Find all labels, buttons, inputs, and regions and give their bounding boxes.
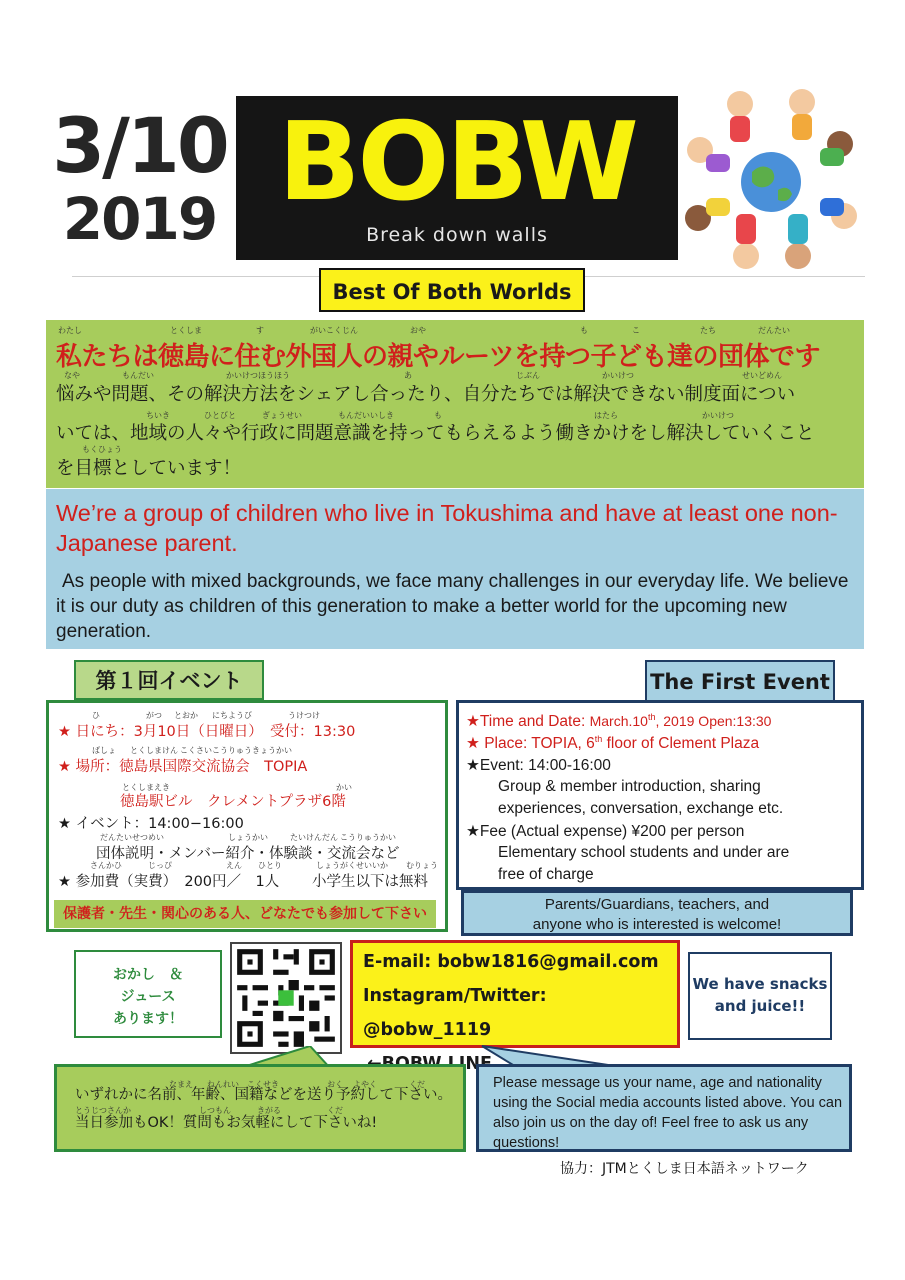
snacks-jp-line: おかし ＆: [113, 967, 183, 983]
ruby-text: ひ: [92, 711, 100, 720]
ruby-text: とおか: [174, 711, 198, 720]
event-en-date: [466, 712, 771, 731]
ruby-text: よやく: [353, 1080, 377, 1089]
message-jp-line: いずれかに名前、年齢、国籍などを送り予約して下さい。: [75, 1087, 452, 1103]
best-of-both-worlds-label: Best Of Both Worlds: [319, 268, 585, 312]
snacks-jp-line: ジュース: [120, 989, 176, 1005]
event-en-time: ★Event: 14:00-16:00: [466, 757, 611, 774]
event-en-description: experiences, conversation, exchange etc.: [498, 800, 784, 817]
ruby-text: しつもん: [199, 1106, 231, 1115]
ruby-text: さんかひ: [90, 861, 122, 870]
ruby-text: にちようび: [212, 711, 252, 720]
ruby-text: うけつけ: [288, 711, 320, 720]
ruby-text: とうじつさんか: [75, 1106, 131, 1115]
event-en-fee-note: free of charge: [498, 866, 594, 883]
event-jp-fee-note: 小学生以下は無料: [312, 874, 428, 890]
event-en-banner-line: anyone who is interested is welcome!: [532, 916, 782, 933]
ruby-text: むりょう: [406, 861, 438, 870]
snacks-jp-note: [74, 950, 222, 1038]
line-label: LINE: [447, 1054, 492, 1074]
ruby-text: ひとり: [258, 861, 282, 870]
ruby-text: がいこくじん: [310, 326, 358, 335]
ruby-text: がつ: [146, 711, 162, 720]
ruby-text: かいけつ: [702, 411, 734, 420]
logo-text: BOBW: [278, 100, 636, 225]
event-jp-place-detail: 徳島駅ビル クレメントプラザ6階: [120, 794, 346, 810]
ruby-text: たいけんだん: [290, 833, 338, 842]
intro-en-body: As people with mixed backgrounds, we face many challenges in our everyday life. We believe it is our duty as children of this generation to make a better world for the upcoming new generation.: [56, 571, 849, 642]
event-en-fee: ★Fee (Actual expense) ¥200 per person: [466, 823, 745, 840]
children-globe-illustration: [680, 86, 862, 272]
ruby-text: なまえ: [169, 1080, 193, 1089]
ruby-text: おや: [410, 326, 426, 335]
ruby-text: ばしょ: [92, 746, 116, 755]
event-en-description: Group & member introduction, sharing: [498, 778, 761, 795]
snacks-jp-line: あります！: [113, 1011, 183, 1027]
event-jp-fee: ★ 参加費（実費） 200円／ 1人: [58, 874, 280, 890]
ruby-text: ちいき: [146, 411, 170, 420]
event-jp-description: 団体説明・メンバー紹介・体験談・交流会など: [96, 846, 400, 862]
message-jp-box: [54, 1064, 466, 1152]
ruby-text: じっぴ: [148, 861, 172, 870]
event-en-date-rest: , 2019 Open:13:30: [655, 713, 772, 730]
ruby-text: もんだいいしき: [338, 411, 394, 420]
event-date: [52, 101, 227, 253]
ruby-text: なや: [64, 371, 80, 380]
event-en-tab: The First Event: [645, 660, 835, 702]
ruby-text: わたし: [58, 326, 82, 335]
ruby-text: もくひょう: [82, 445, 122, 454]
snacks-en-note: [688, 952, 832, 1040]
ruby-text: こ: [632, 326, 640, 335]
line-qr-code[interactable]: [230, 942, 342, 1054]
ruby-text: ねんれい: [207, 1080, 239, 1089]
intro-jp-body: [56, 378, 856, 485]
event-en-date-sup: th: [647, 712, 656, 722]
ruby-text: くだ: [409, 1080, 425, 1089]
event-en-date-label: ★Time and Date:: [466, 713, 586, 731]
event-jp-banner: 保護者・先生・関心のある人、どなたでも参加して下さい: [54, 900, 436, 928]
event-jp-tab: 第１回イベント: [74, 660, 264, 700]
ruby-text: かいけつほうほう: [226, 371, 290, 380]
ruby-text: こくせき: [247, 1080, 279, 1089]
social-handle[interactable]: Instagram/Twitter: @bobw_1119: [363, 986, 547, 1040]
ruby-text: えん: [226, 861, 242, 870]
ruby-text: しょうがくせいいか: [316, 861, 388, 870]
ruby-text: も: [434, 411, 442, 420]
qr-code-icon: [232, 944, 340, 1052]
ruby-text: かいけつ: [602, 371, 634, 380]
ruby-text: あ: [404, 371, 412, 380]
ruby-text: だんたい: [758, 326, 790, 335]
intro-jp-line: を目標としています！: [56, 458, 242, 479]
bobw-logo: [236, 96, 678, 260]
event-en-place-label: ★ Place: TOPIA, 6: [466, 735, 595, 753]
ruby-text: じぶん: [516, 371, 540, 380]
event-jp-time: ★ イベント：14:00−16:00: [58, 816, 244, 832]
event-en-place: [466, 734, 759, 753]
ruby-text: とくしまえき: [122, 783, 170, 792]
event-en-place-sup: th: [594, 734, 603, 744]
ruby-text: とくしま: [170, 326, 202, 335]
snacks-en-line: and juice!!: [714, 997, 806, 1015]
message-jp-line: 当日参加もOK！質問もお気軽にして下さいね!: [75, 1115, 378, 1131]
logo-tagline: Break down walls: [366, 224, 548, 246]
ruby-text: しょうかい: [228, 833, 268, 842]
intro-jp-line: 悩みや問題、その解決方法をシェアし合ったり、自分たちでは解決できない制度面につい: [56, 384, 796, 405]
ruby-text: だんたいせつめい: [100, 833, 164, 842]
date-month-day: 3/10: [52, 101, 227, 190]
ruby-text: も: [580, 326, 588, 335]
intro-jp-title: 私たちは徳島に住む外国人の親やルーツを持つ子ども達の団体です: [56, 342, 820, 372]
ruby-text: はたら: [594, 411, 618, 420]
ruby-text: かい: [336, 783, 352, 792]
ruby-text: くだ: [327, 1106, 343, 1115]
event-en-fee-note: Elementary school students and under are: [498, 844, 790, 861]
ruby-text: おく: [327, 1080, 343, 1089]
snacks-en-line: We have snacks: [692, 975, 828, 993]
ruby-text: す: [256, 326, 264, 335]
event-en-banner-line: Parents/Guardians, teachers, and: [544, 896, 770, 913]
intro-jp-line: いては、地域の人々や行政に問題意識を持ってもらえるよう働きかけをし解決していくこと: [56, 423, 815, 444]
ruby-text: せいどめん: [742, 371, 782, 380]
email-address[interactable]: E-mail: bobw1816@gmail.com: [363, 952, 659, 972]
event-en-place-rest: floor of Clement Plaza: [602, 735, 760, 753]
ruby-text: ぎょうせい: [262, 411, 302, 420]
ruby-text: こうりゅうかい: [340, 833, 396, 842]
event-jp-place: ★ 場所：徳島県国際交流協会 TOPIA: [58, 759, 308, 775]
event-jp-date: ★ 日にち：3月10日（日曜日） 受付：13:30: [58, 724, 356, 740]
ruby-text: こくさいこうりゅうきょうかい: [180, 746, 292, 755]
ruby-text: もんだい: [122, 371, 154, 380]
event-en-banner: [461, 890, 853, 936]
date-year: 2019: [62, 185, 217, 253]
cooperation-credit: 協力：JTMとくしま日本語ネットワーク: [560, 1161, 809, 1177]
ruby-text: ひとびと: [204, 411, 236, 420]
event-en-date-value: March.10: [589, 713, 648, 730]
ruby-text: とくしまけん: [130, 746, 178, 755]
ruby-text: たち: [700, 326, 716, 335]
intro-en-title: We’re a group of children who live in Tokushima and have at least one non-Japanese parent.: [56, 500, 838, 556]
message-en-box: Please message us your name, age and nationality using the Social media accounts listed above. You can also join us on the day of! Feel free to ask us any questions!: [476, 1064, 852, 1152]
ruby-text: きがる: [257, 1106, 281, 1115]
contact-info-box: [350, 940, 680, 1074]
